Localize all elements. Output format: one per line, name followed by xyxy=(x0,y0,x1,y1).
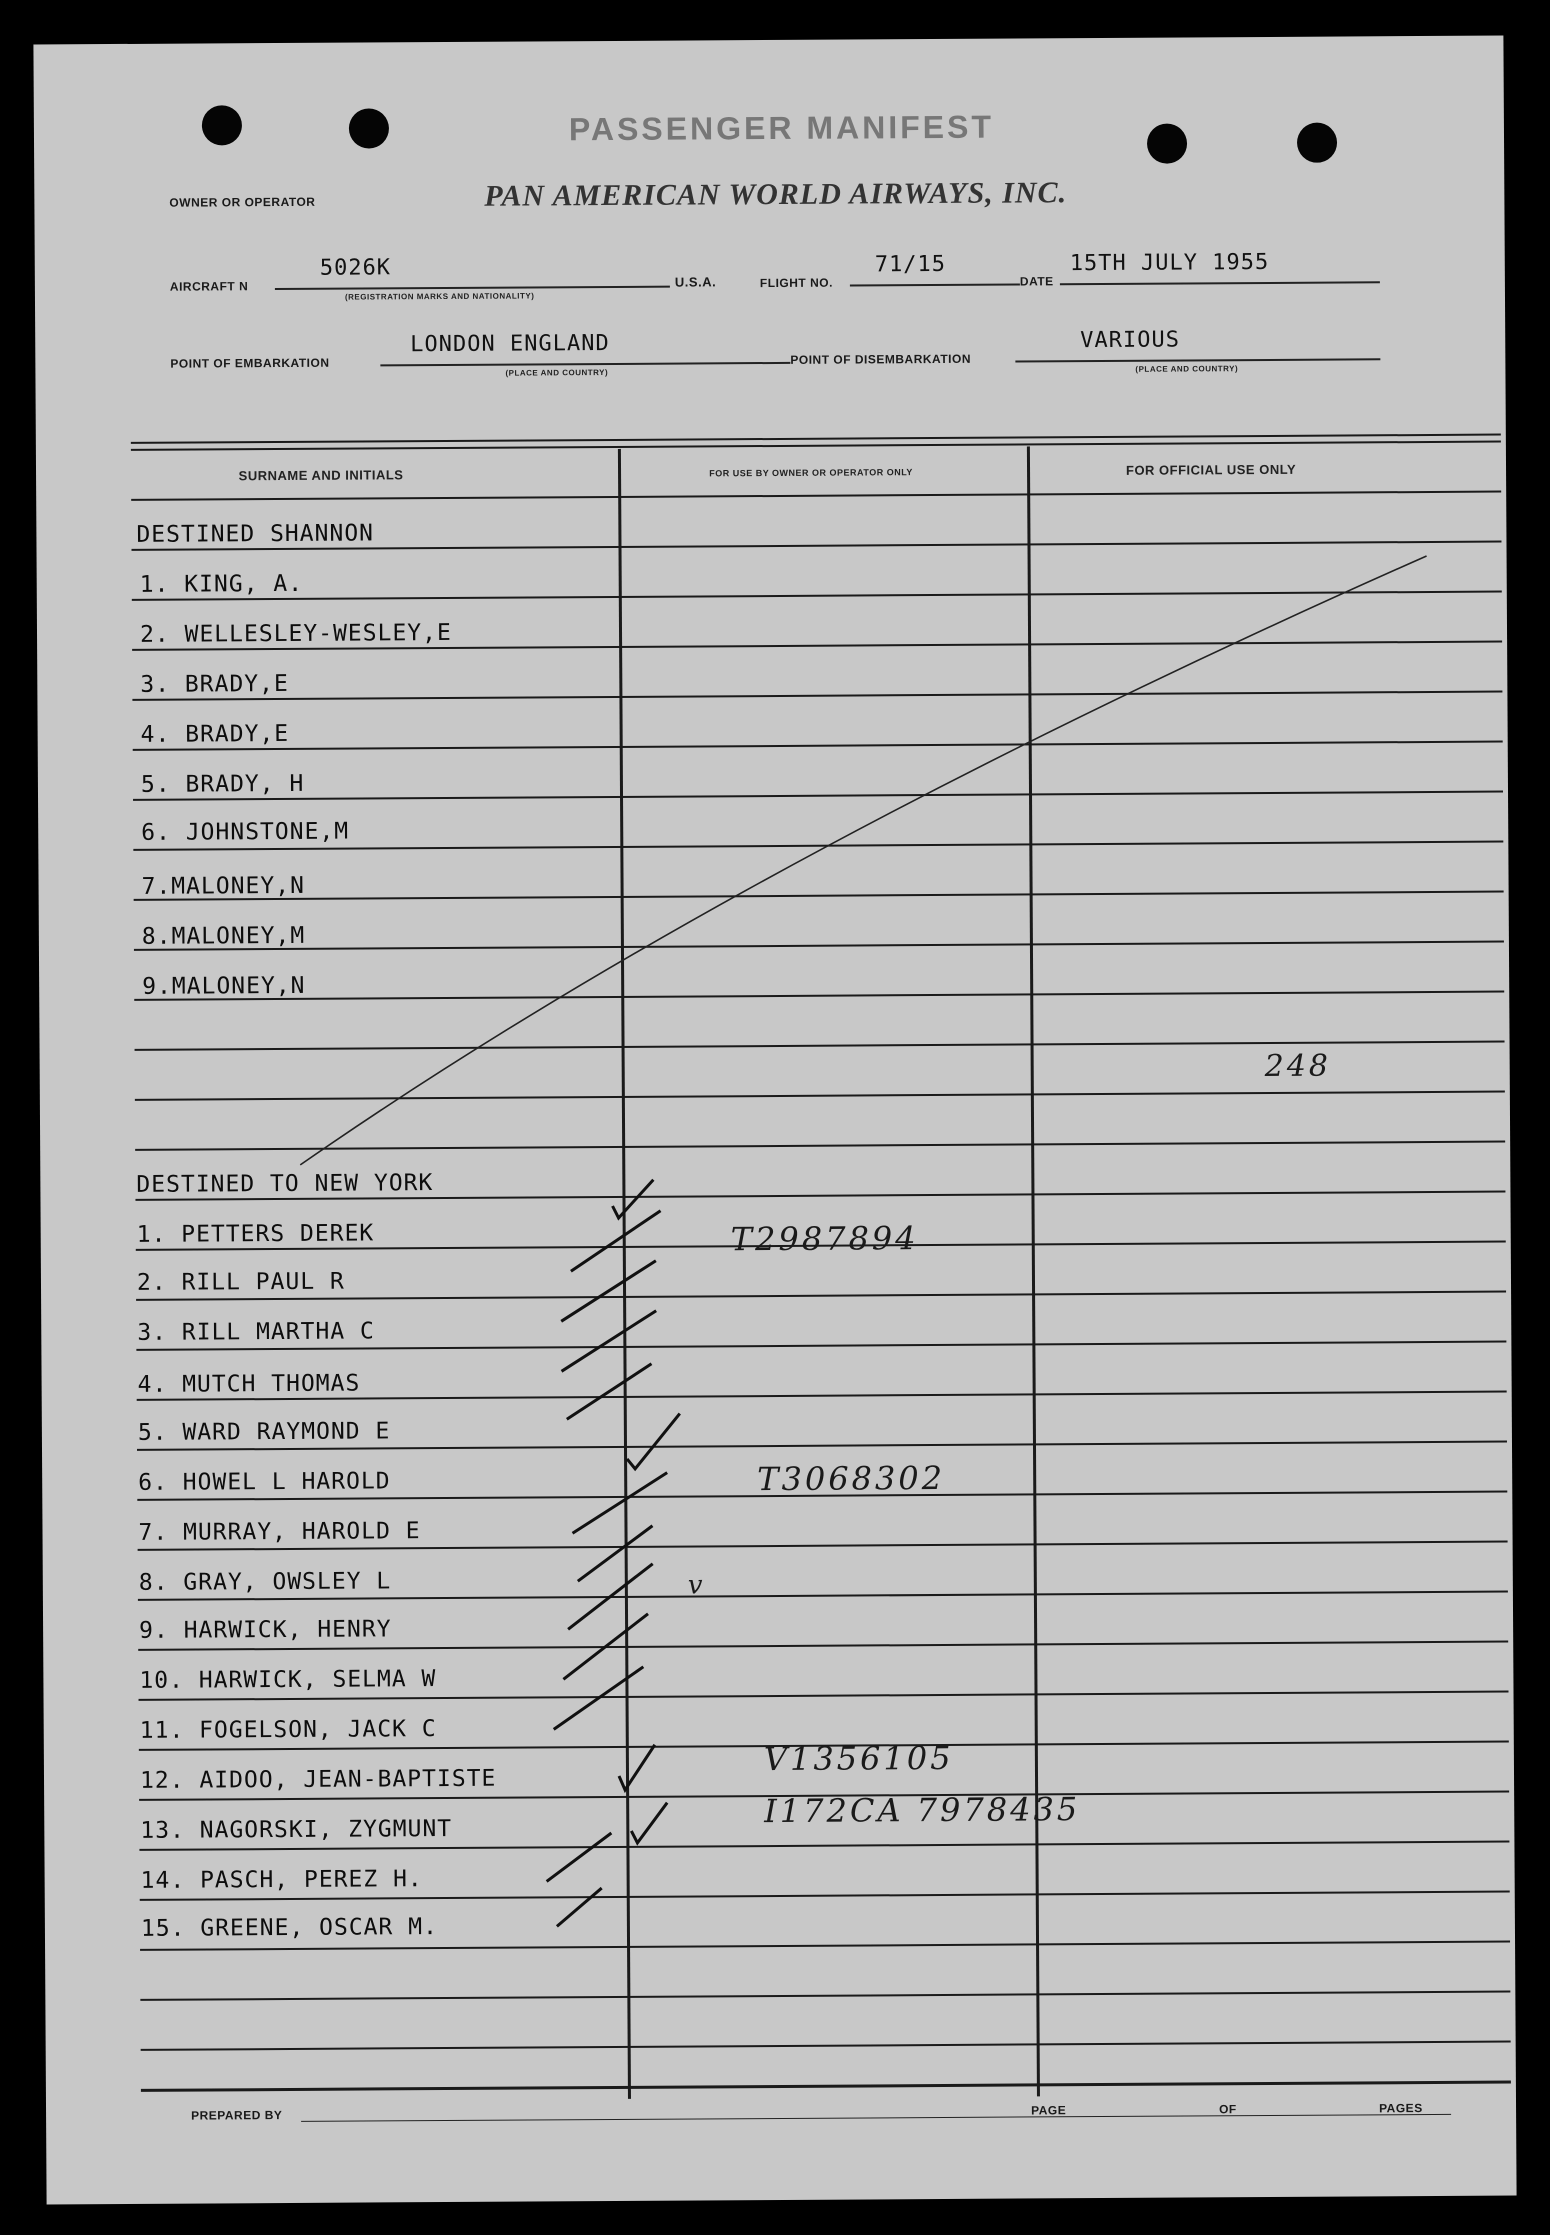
section-title-shannon: DESTINED SHANNON xyxy=(136,520,375,548)
list-item: 15. GREENE, OSCAR M. xyxy=(140,1914,438,1942)
airline-name: PAN AMERICAN WORLD AIRWAYS, INC. xyxy=(484,176,1068,213)
check-icon xyxy=(631,1803,667,1843)
handwritten-number: T3068302 xyxy=(757,1458,946,1499)
check-icon xyxy=(612,1180,653,1218)
list-item: 10. HARWICK, SELMA W xyxy=(139,1666,437,1694)
list-item: 7.MALONEY,N xyxy=(141,872,305,900)
check-icon xyxy=(572,1473,667,1534)
disembark-sublabel: (PLACE AND COUNTRY) xyxy=(1135,364,1239,374)
aircraft-number: 5026K xyxy=(319,255,392,281)
form-title: PASSENGER MANIFEST xyxy=(568,108,995,148)
date-label: DATE xyxy=(1019,274,1054,289)
check-icon xyxy=(561,1311,656,1372)
check-icon xyxy=(566,1364,651,1420)
flight-number: 71/15 xyxy=(874,251,947,278)
list-item: 8.MALONEY,M xyxy=(141,922,306,950)
official-note: 248 xyxy=(1264,1048,1332,1085)
list-item: 13. NAGORSKI, ZYGMUNT xyxy=(140,1815,453,1844)
handwritten-number: I172CA 7978435 xyxy=(764,1790,1081,1831)
list-item: 3. BRADY,E xyxy=(140,670,289,698)
list-item: 2. RILL PAUL R xyxy=(136,1268,345,1296)
col-header-name: SURNAME AND INITIALS xyxy=(238,467,404,484)
owner-label: OWNER OR OPERATOR xyxy=(169,194,316,210)
list-item: 1. KING, A. xyxy=(139,570,304,598)
list-item: 11. FOGELSON, JACK C xyxy=(139,1716,437,1744)
embark-value: LONDON ENGLAND xyxy=(410,330,610,358)
check-icon xyxy=(571,1211,661,1272)
check-icon xyxy=(546,1833,611,1881)
col-header-operator: FOR USE BY OWNER OR OPERATOR ONLY xyxy=(709,467,913,479)
list-item: 8. GRAY, OWSLEY L xyxy=(138,1568,392,1596)
check-icon xyxy=(627,1414,680,1469)
manifest-sheet xyxy=(33,36,1516,2205)
disembark-label: POINT OF DISEMBARKATION xyxy=(790,351,972,367)
list-item: 14. PASCH, PEREZ H. xyxy=(140,1866,423,1894)
list-item: 7. MURRAY, HAROLD E xyxy=(138,1518,421,1546)
pages-label: PAGES xyxy=(1379,2101,1423,2116)
pen-marks xyxy=(33,36,1516,2205)
list-item: 2. WELLESLEY-WESLEY,E xyxy=(139,619,452,648)
page-label: PAGE xyxy=(1031,2103,1067,2118)
check-icon xyxy=(557,1888,602,1926)
handwritten-number: V1356105 xyxy=(763,1738,954,1779)
usa-label: U.S.A. xyxy=(674,274,717,290)
list-item: 12. AIDOO, JEAN-BAPTISTE xyxy=(139,1765,497,1794)
list-item: 4. MUTCH THOMAS xyxy=(137,1370,361,1398)
check-icon xyxy=(619,1745,655,1790)
list-item: 6. HOWEL L HAROLD xyxy=(138,1468,391,1496)
embark-label: POINT OF EMBARKATION xyxy=(170,355,330,371)
date-value: 15TH JULY 1955 xyxy=(1069,249,1270,277)
prepared-by-label: PREPARED BY xyxy=(191,2108,283,2123)
aircraft-label: AIRCRAFT N xyxy=(169,279,249,294)
handwritten-number: T2987894 xyxy=(730,1219,919,1259)
of-label: OF xyxy=(1219,2102,1237,2117)
list-item: 9. HARWICK, HENRY xyxy=(139,1616,392,1644)
list-item: 5. WARD RAYMOND E xyxy=(137,1418,391,1446)
list-item: 1. PETTERS DEREK xyxy=(136,1220,375,1248)
list-item: 6. JOHNSTONE,M xyxy=(141,818,350,846)
disembark-value: VARIOUS xyxy=(1080,327,1181,354)
diagonal-line xyxy=(297,556,1431,1165)
flight-label: FLIGHT NO. xyxy=(759,275,833,291)
section-title-new-york: DESTINED TO NEW YORK xyxy=(136,1170,434,1198)
check-marks xyxy=(542,1180,683,1927)
aircraft-sublabel: (REGISTRATION MARKS AND NATIONALITY) xyxy=(344,291,535,302)
list-item: 9.MALONEY,N xyxy=(142,972,306,1000)
handwritten-mark: v xyxy=(687,1570,706,1601)
col-header-official: FOR OFFICIAL USE ONLY xyxy=(1125,461,1297,478)
list-item: 5. BRADY, H xyxy=(140,770,305,798)
embark-sublabel: (PLACE AND COUNTRY) xyxy=(505,368,609,378)
list-item: 4. BRADY,E xyxy=(140,720,290,748)
list-item: 3. RILL MARTHA C xyxy=(137,1318,375,1346)
